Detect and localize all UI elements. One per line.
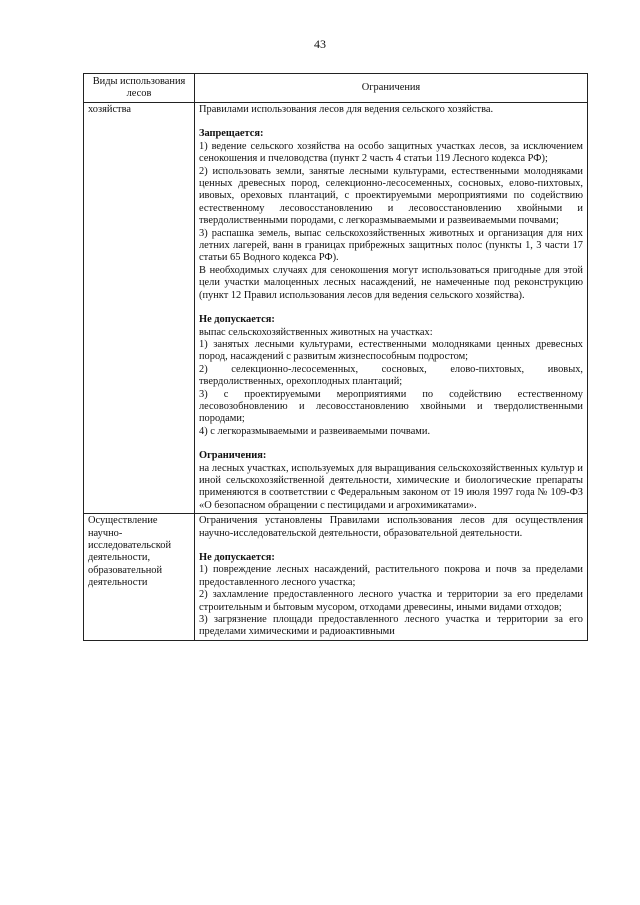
restrictions-cell [195,514,588,641]
list-item: 3) с проектируемыми мероприятиями по содействию естественному лесовозобновлению и лесовосстановлению хвойными и твердолиственными породами; [199,388,583,425]
list-item: 2) селекционно-лесосеменных, сосновых, елово-пихтовых, ивовых, твердолиственных, орехоплодных плантаций; [199,363,583,388]
table-row [84,514,588,641]
restrictions-table [83,73,588,641]
header-restrictions: Ограничения [195,74,588,103]
list-item: 1) ведение сельского хозяйства на особо защитных участках лесов, за исключением сенокошения и пчеловодства (пункт 2 часть 4 статьи 119 Лесного кодекса РФ); [199,140,583,165]
section-title-restrictions: Ограничения: [199,450,267,462]
list-item: 3) загрязнение площади предоставленного лесного участка и территории за его пределами химическими и радиоактивными [199,614,583,638]
page-number: 43 [314,37,326,51]
section-title-prohibited: Запрещается: [199,128,264,140]
section-intro: выпас сельскохозяйственных животных на участках: [199,326,433,338]
restrictions-text: на лесных участках, используемых для выращивания сельскохозяйственных культур и иной сельскохозяйственной деятельности, химические и биологические препараты применяются в соответствии с Федеральным законом от 19 июля 1997 года № 109-ФЗ «О безопасном обращении с пестицидами и агрохимикатами». [199,462,583,511]
kind-line: деятельности, [88,552,151,564]
intro-text: Ограничения установлены Правилами использования лесов для осуществления научно-исследовательской деятельности, образовательной деятельности. [199,515,583,539]
list-item: 4) с легкоразмываемыми и развеиваемыми почвами. [199,425,431,437]
forest-use-kind: хозяйства [84,103,195,514]
kind-line: деятельности [88,577,148,589]
kind-line: научно- [88,527,123,539]
restrictions-cell [195,103,588,514]
list-item: В необходимых случаях для сенокошения могут использоваться пригодные для этой цели участки малоценных лесных насаждений, не намеченные под реконструкцию (пункт 12 Правил использования лесов для ведения сельского хозяйства). [199,264,583,301]
forest-use-kind [84,514,195,641]
intro-text: Правилами использования лесов для ведения сельского хозяйства. [199,104,494,115]
list-item: 2) захламление предоставленного лесного участка и территории за его пределами строительным и бытовым мусором, отходами древесины, иными видами отходов; [199,589,583,613]
header-forest-use-types: Виды использования лесов [84,74,195,103]
list-item: 3) распашка земель, выпас сельскохозяйственных животных и организация для них летних лагерей, ванн в границах прибрежных защитных полос (пункты 1, 3 части 17 статьи 65 Водного кодекса РФ). [199,227,583,264]
section-title-not-allowed: Не допускается: [199,314,275,326]
table-row [84,103,588,514]
list-item: 2) использовать земли, занятые лесными культурами, естественными молодняками ценных древесных пород, селекционно-лесосеменных, сосновых, елово-пихтовых, ивовых, ореховых плантаций, с проектируемыми мероприятиями по содействию естественному лесовосстановлению и лесовосстановлению хвойными и твердолиственными породами, с легкоразмываемыми и развеиваемыми почвами; [199,165,583,227]
list-item: 1) занятых лесными культурами, естественными молодняками ценных древесных пород, насаждений с развитым жизнеспособным подростом; [199,338,583,363]
section-title-not-allowed: Не допускается: [199,552,275,563]
kind-line: образовательной [88,564,163,576]
list-item: 1) повреждение лесных насаждений, растительного покрова и почв за пределами предоставленного лесного участка; [199,564,583,588]
kind-line: Осуществление [88,515,158,527]
table-header-row [84,74,588,103]
kind-line: исследовательской [88,540,172,551]
